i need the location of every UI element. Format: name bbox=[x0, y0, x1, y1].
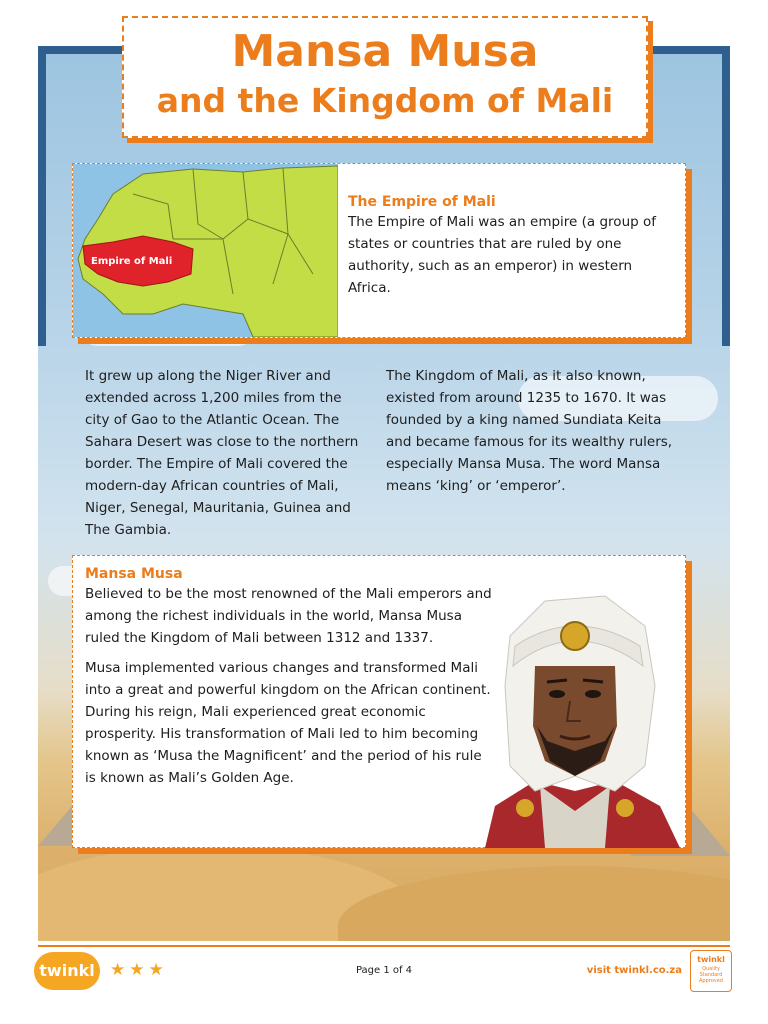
empire-paragraph: The Empire of Mali was an empire (a group of states or countries that are ruled by one authority, such as an emperor) in western Africa. bbox=[348, 213, 656, 296]
musa-paragraph-2: Musa implemented various changes and transformed Mali into a great and powerful kingdom on the African continent. During his reign, Mali experienced great economic prosperity. His transformation of Mali led to him becoming known as ‘Musa the Magnificent’ and the period of his rule is known as Mali’s Golden Age. bbox=[85, 659, 491, 786]
page-subtitle: and the Kingdom of Mali bbox=[156, 81, 614, 120]
empire-text bbox=[348, 194, 678, 299]
frame-bar bbox=[38, 46, 128, 54]
map-label: Empire of Mali bbox=[91, 256, 173, 267]
rating-stars bbox=[110, 962, 164, 979]
visit-link[interactable]: visit twinkl.co.za bbox=[586, 965, 682, 976]
frame-bar bbox=[38, 46, 46, 346]
badge-logo: twinkl bbox=[697, 955, 725, 964]
empire-panel bbox=[72, 163, 686, 338]
frame-bar bbox=[722, 46, 730, 346]
star-icon: ★ bbox=[148, 960, 164, 980]
quality-badge bbox=[690, 950, 732, 992]
musa-paragraph-1: Believed to be the most renowned of the Mali emperors and among the richest individuals in the world, Mansa Musa ruled the Kingdom of Mali between 1312 and 1337. bbox=[85, 585, 492, 646]
badge-text: Quality Standard Approved bbox=[699, 966, 723, 984]
map-illustration bbox=[73, 164, 338, 337]
sand-dune bbox=[338, 866, 730, 941]
star-icon: ★ bbox=[129, 960, 145, 980]
title-box bbox=[122, 16, 648, 138]
frame-bar bbox=[645, 46, 730, 54]
africa-map bbox=[73, 164, 338, 337]
page-title: Mansa Musa bbox=[231, 26, 539, 77]
page-number: Page 1 of 4 bbox=[355, 965, 413, 976]
empire-heading: The Empire of Mali bbox=[348, 194, 496, 210]
mansa-musa-portrait bbox=[465, 576, 685, 848]
mansa-musa-panel bbox=[72, 555, 686, 848]
twinkl-logo[interactable]: twinkl bbox=[34, 952, 100, 990]
star-icon: ★ bbox=[110, 960, 126, 980]
column-left-text: It grew up along the Niger River and extended across 1,200 miles from the city of Gao to the Atlantic Ocean. The Sahara Desert was close to the northern border. The Empire of Mali covered the modern-day African countries of Mali, Niger, Senegal, Mauritania, Guinea and The Gambia. bbox=[85, 368, 359, 538]
musa-heading: Mansa Musa bbox=[85, 566, 183, 582]
column-right-text: The Kingdom of Mali, as it also known, existed from around 1235 to 1670. It was founded by a king named Sundiata Keita and became famous for its wealthy rulers, especially Mansa Musa. The word Mansa means ‘king’ or ‘emperor’. bbox=[386, 368, 673, 494]
footer-divider bbox=[38, 945, 730, 947]
musa-text bbox=[85, 566, 495, 789]
portrait-illustration bbox=[465, 576, 685, 848]
